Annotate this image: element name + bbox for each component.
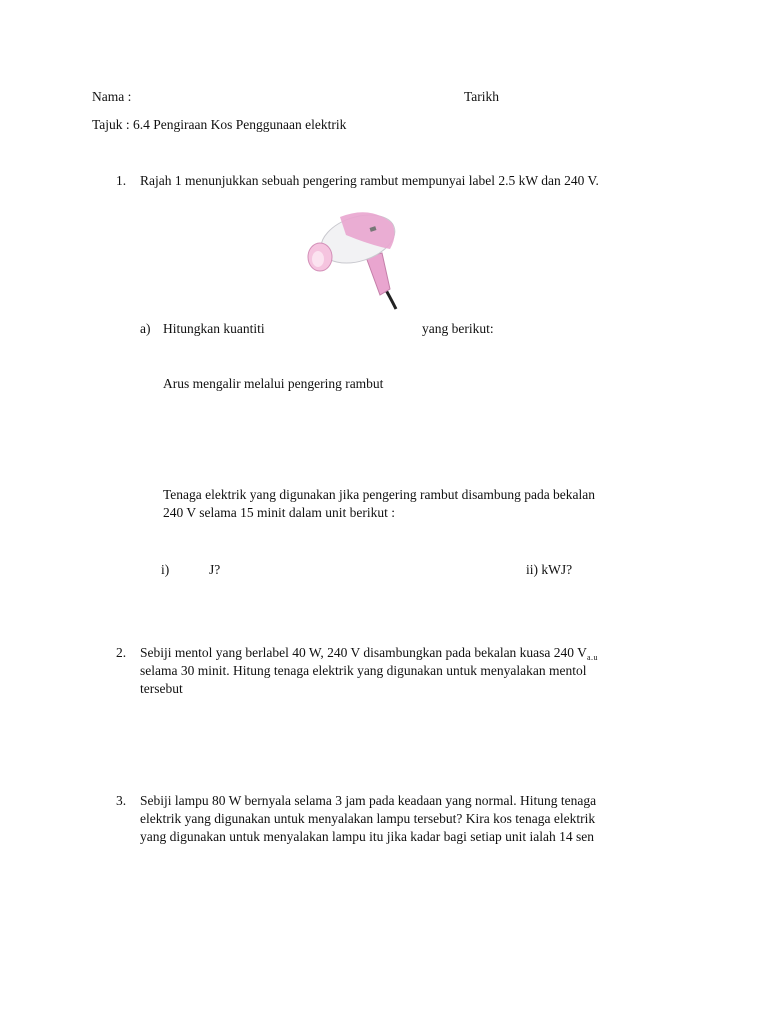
q2-line1-subscript: a.u <box>586 653 598 662</box>
q2-line1-text: Sebiji mentol yang berlabel 40 W, 240 V disambungkan pada bekalan kuasa 240 V <box>140 645 587 660</box>
q3-line2: elektrik yang digunakan untuk menyalakan lampu tersebut? Kira kos tenaga elektrik <box>140 811 596 826</box>
q1a-label: a) <box>140 321 151 336</box>
q1-text: Rajah 1 menunjukkan sebuah pengering rambut mempunyai label 2.5 kW dan 240 V. <box>140 173 599 188</box>
q1-arus: Arus mengalir melalui pengering rambut <box>163 376 384 391</box>
q1-number: 1. <box>116 173 127 188</box>
q1-i-label: i) <box>161 562 170 577</box>
nama-label: Nama : <box>92 89 132 104</box>
q1-tenaga-line1: Tenaga elektrik yang digunakan jika pengering rambut disambung pada bekalan <box>163 487 596 502</box>
q3-line3: yang digunakan untuk menyalakan lampu itu jika kadar bagi setiap unit ialah 14 sen <box>140 829 595 844</box>
q1-ii-text: ii) kWJ? <box>526 562 573 577</box>
q3-line1: Sebiji lampu 80 W bernyala selama 3 jam pada keadaan yang normal. Hitung tenaga <box>140 793 597 808</box>
q2-number: 2. <box>116 645 127 660</box>
q3-number: 3. <box>116 793 127 808</box>
hair-dryer-icon <box>300 205 412 313</box>
tajuk-title: Tajuk : 6.4 Pengiraan Kos Penggunaan elektrik <box>92 117 347 132</box>
q1a-text-right: yang berikut: <box>422 321 494 336</box>
q1-tenaga-line2: 240 V selama 15 minit dalam unit berikut : <box>163 505 395 520</box>
q2-line3: tersebut <box>140 681 183 696</box>
tarikh-label: Tarikh <box>464 89 500 104</box>
q1a-text-left: Hitungkan kuantiti <box>163 321 265 336</box>
q1-i-text: J? <box>209 562 221 577</box>
q2-line2: selama 30 minit. Hitung tenaga elektrik yang digunakan untuk menyalakan mentol <box>140 663 587 678</box>
